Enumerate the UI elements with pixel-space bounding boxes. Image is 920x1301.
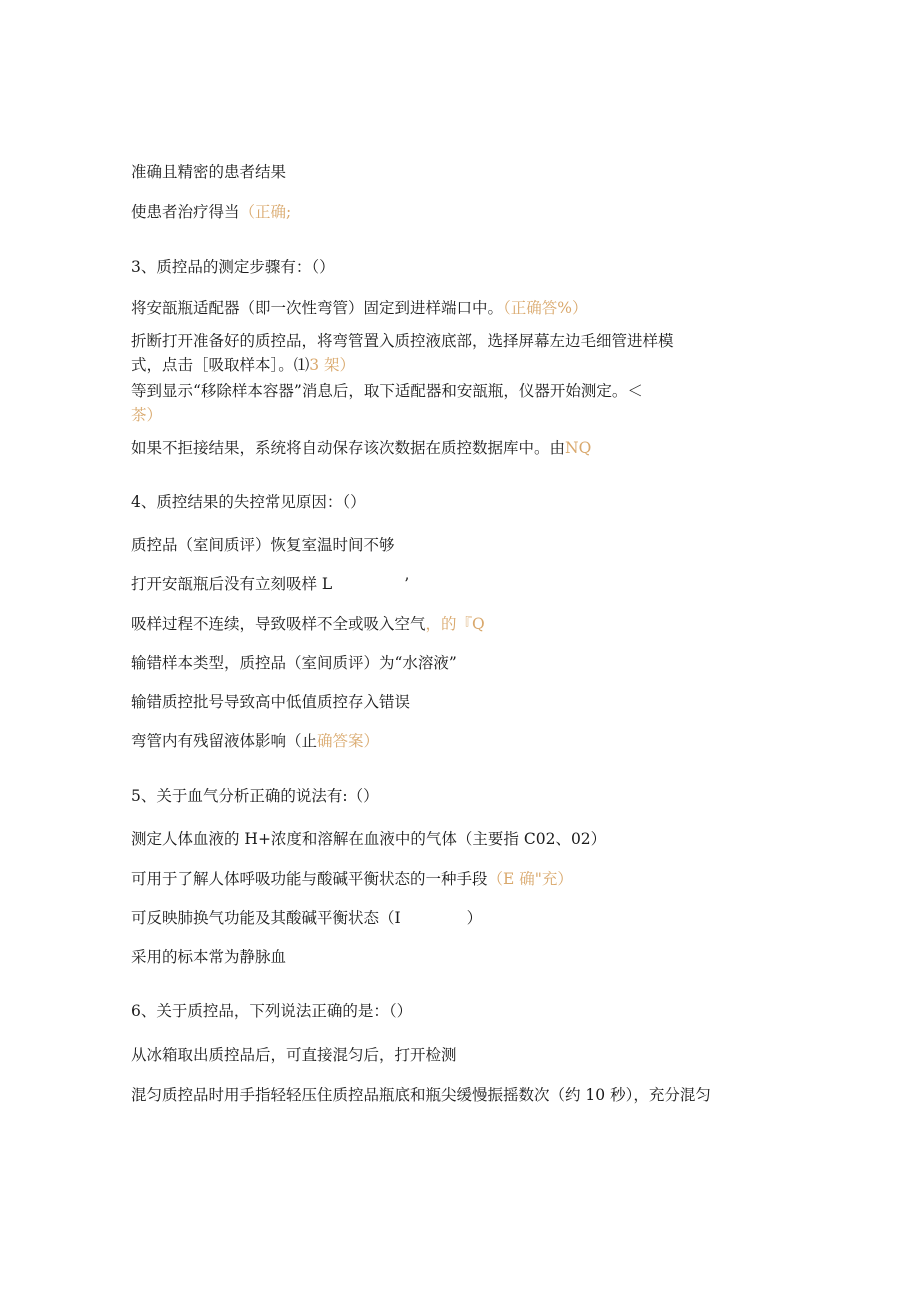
q3-option-1: 将安瓿瓶适配器（即一次性弯管）固定到进样端口中。（正确答%） xyxy=(131,299,588,317)
answer-mark: （正确; xyxy=(239,203,292,221)
q4-option-6: 弯管内有残留液体影响（止确答案） xyxy=(131,732,380,750)
q6-title: 6、关于质控品，下列说法正确的是：（） xyxy=(131,1002,413,1020)
q3-title: 3、质控品的测定步骤有：（） xyxy=(131,258,335,276)
q5-option-4: 采用的标本常为静脉血 xyxy=(131,948,287,966)
answer-mark: （E 确"充） xyxy=(487,870,573,888)
q4-option-2: 打开安瓿瓶后没有立刻吸样 L ’ xyxy=(131,575,410,593)
q3-option-2-line2: 式，点击［吸取样本］。⑴3 架） xyxy=(131,356,356,374)
answer-mark: 确答案） xyxy=(317,732,380,750)
q6-option-1: 从冰箱取出质控品后，可直接混匀后，打开检测 xyxy=(131,1046,457,1064)
stray-mark: ’ xyxy=(404,575,410,593)
q4-option-5: 输错质控批号导致高中低值质控存入错误 xyxy=(131,693,411,711)
answer-mark: （正确答%） xyxy=(503,299,588,317)
q5-title: 5、关于血气分析正确的说法有:（） xyxy=(131,787,379,805)
q4-option-4: 输错样本类型，质控品（室间质评）为“水溶液” xyxy=(131,654,457,672)
answer-mark: 3 架） xyxy=(309,356,356,374)
answer-mark: ，的『Q xyxy=(425,615,485,633)
answer-mark: NQ xyxy=(565,439,592,457)
q4-option-3: 吸样过程不连续，导致吸样不全或吸入空气，的『Q xyxy=(131,615,485,633)
q2-option-2: 使患者治疗得当（正确; xyxy=(131,203,292,221)
q4-title: 4、质控结果的失控常见原因：（） xyxy=(131,493,366,511)
q2-option-1: 准确且精密的患者结果 xyxy=(131,163,287,181)
q5-option-2: 可用于了解人体呼吸功能与酸碱平衡状态的一种手段（E 确"充） xyxy=(131,870,573,888)
q3-option-2-line1: 折断打开准备好的质控品，将弯管置入质控液底部，选择屏幕左边毛细管进样模 xyxy=(131,332,674,350)
q4-option-1: 质控品（室间质评）恢复室温时间不够 xyxy=(131,536,395,554)
q3-option-3-line2: 茶） xyxy=(131,406,163,424)
q5-option-3: 可反映肺换气功能及其酸碱平衡状态（I ） xyxy=(131,909,483,927)
q3-option-3-line1: 等到显示“移除样本容器”消息后，取下适配器和安瓿瓶，仪器开始测定。＜ xyxy=(131,382,643,400)
q5-option-1: 测定人体血液的 H+浓度和溶解在血液中的气体（主要指 C02、02） xyxy=(131,830,607,848)
q6-option-2: 混匀质控品时用手指轻轻压住质控品瓶底和瓶尖缓慢振摇数次（约 10 秒），充分混匀 xyxy=(131,1086,711,1104)
q3-option-4: 如果不拒接结果，系统将自动保存该次数据在质控数据库中。由NQ xyxy=(131,439,592,457)
